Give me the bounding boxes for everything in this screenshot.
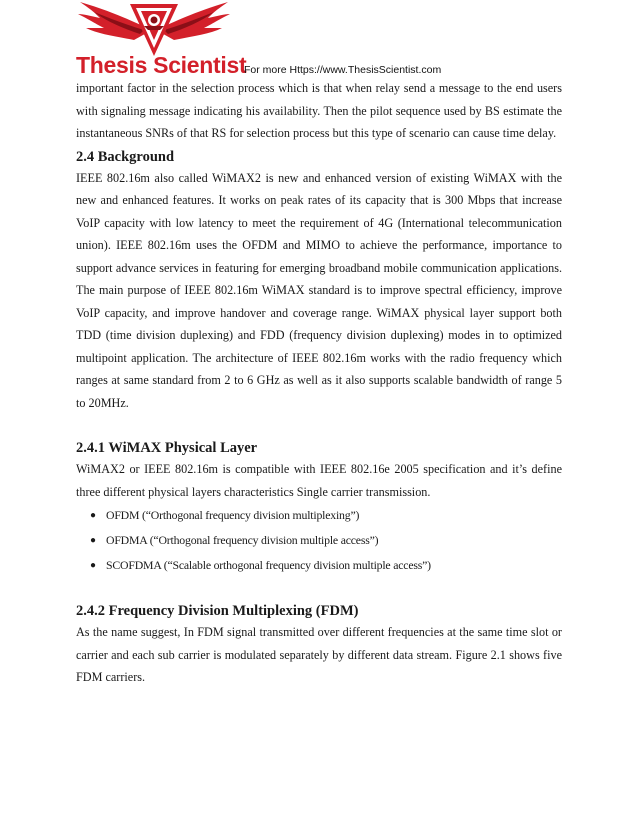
document-body <box>76 77 562 689</box>
bullet-icon: ● <box>90 535 96 546</box>
bullet-icon: ● <box>90 560 96 571</box>
list-item <box>84 528 562 553</box>
section-heading-physical-layer: 2.4.1 WiMAX Physical Layer <box>76 440 258 456</box>
logo-wordmark: Thesis Scientist <box>76 52 247 78</box>
list-item-text: OFDMA (“Orthogonal frequency division multiple access”) <box>106 533 379 547</box>
intro-paragraph: important factor in the selection process which is that when relay send a message to the end users with signaling message indicating his availability. Then the pilot sequence used by BS estimate the instantaneous SNRs of that RS for selection process but this type of scenario can cause time delay. <box>76 81 562 140</box>
section-heading-background: 2.4 Background <box>76 148 175 165</box>
background-paragraph: IEEE 802.16m also called WiMAX2 is new and enhanced version of existing WiMAX with the new and enhanced features. It works on peak rates of its capacity that is 300 Mbps that increase VoIP capacity with low latency to meet the requirement of 4G (International telecommunication union). IEEE 802.16m uses the OFDM and MIMO to achieve the performance, importance to support advance services in featuring for emerging broadband mobile communication applications. The main purpose of IEEE 802.16m WiMAX standard is to improve spectral efficiency, improve VoIP capacity, and improve handover and coverage range. WiMAX physical layer support both TDD (time division duplexing) and FDD (frequency division duplexing) modes in to optimized multipoint application. The architecture of IEEE 802.16m works with the radio frequency which ranges at same standard from 2 to 6 GHz as well as it also supports scalable bandwidth of range 5 to 20MHz. <box>76 170 562 410</box>
bullet-icon: ● <box>90 510 96 521</box>
section-heading-fdm: 2.4.2 Frequency Division Multiplexing (FDM) <box>76 603 359 619</box>
thesis-scientist-logo <box>66 0 246 82</box>
wings-shield-icon <box>74 0 234 58</box>
physical-layer-list <box>76 503 562 578</box>
header-website-link[interactable]: For more Https://www.ThesisScientist.com <box>244 64 442 76</box>
list-item <box>84 553 562 578</box>
list-item-text: OFDM (“Orthogonal frequency division multiplexing”) <box>106 508 360 522</box>
physical-layer-paragraph: WiMAX2 or IEEE 802.16m is compatible with IEEE 802.16e 2005 specification and it’s define three different physical layers characteristics Single carrier transmission. <box>76 462 562 499</box>
list-item <box>84 503 562 528</box>
list-item-text: SCOFDMA (“Scalable orthogonal frequency division multiple access”) <box>106 558 431 572</box>
fdm-paragraph: As the name suggest, In FDM signal transmitted over different frequencies at the same time slot or carrier and each sub carrier is modulated separately by different data stream. Figure 2.1 shows five FDM carriers. <box>76 625 562 684</box>
